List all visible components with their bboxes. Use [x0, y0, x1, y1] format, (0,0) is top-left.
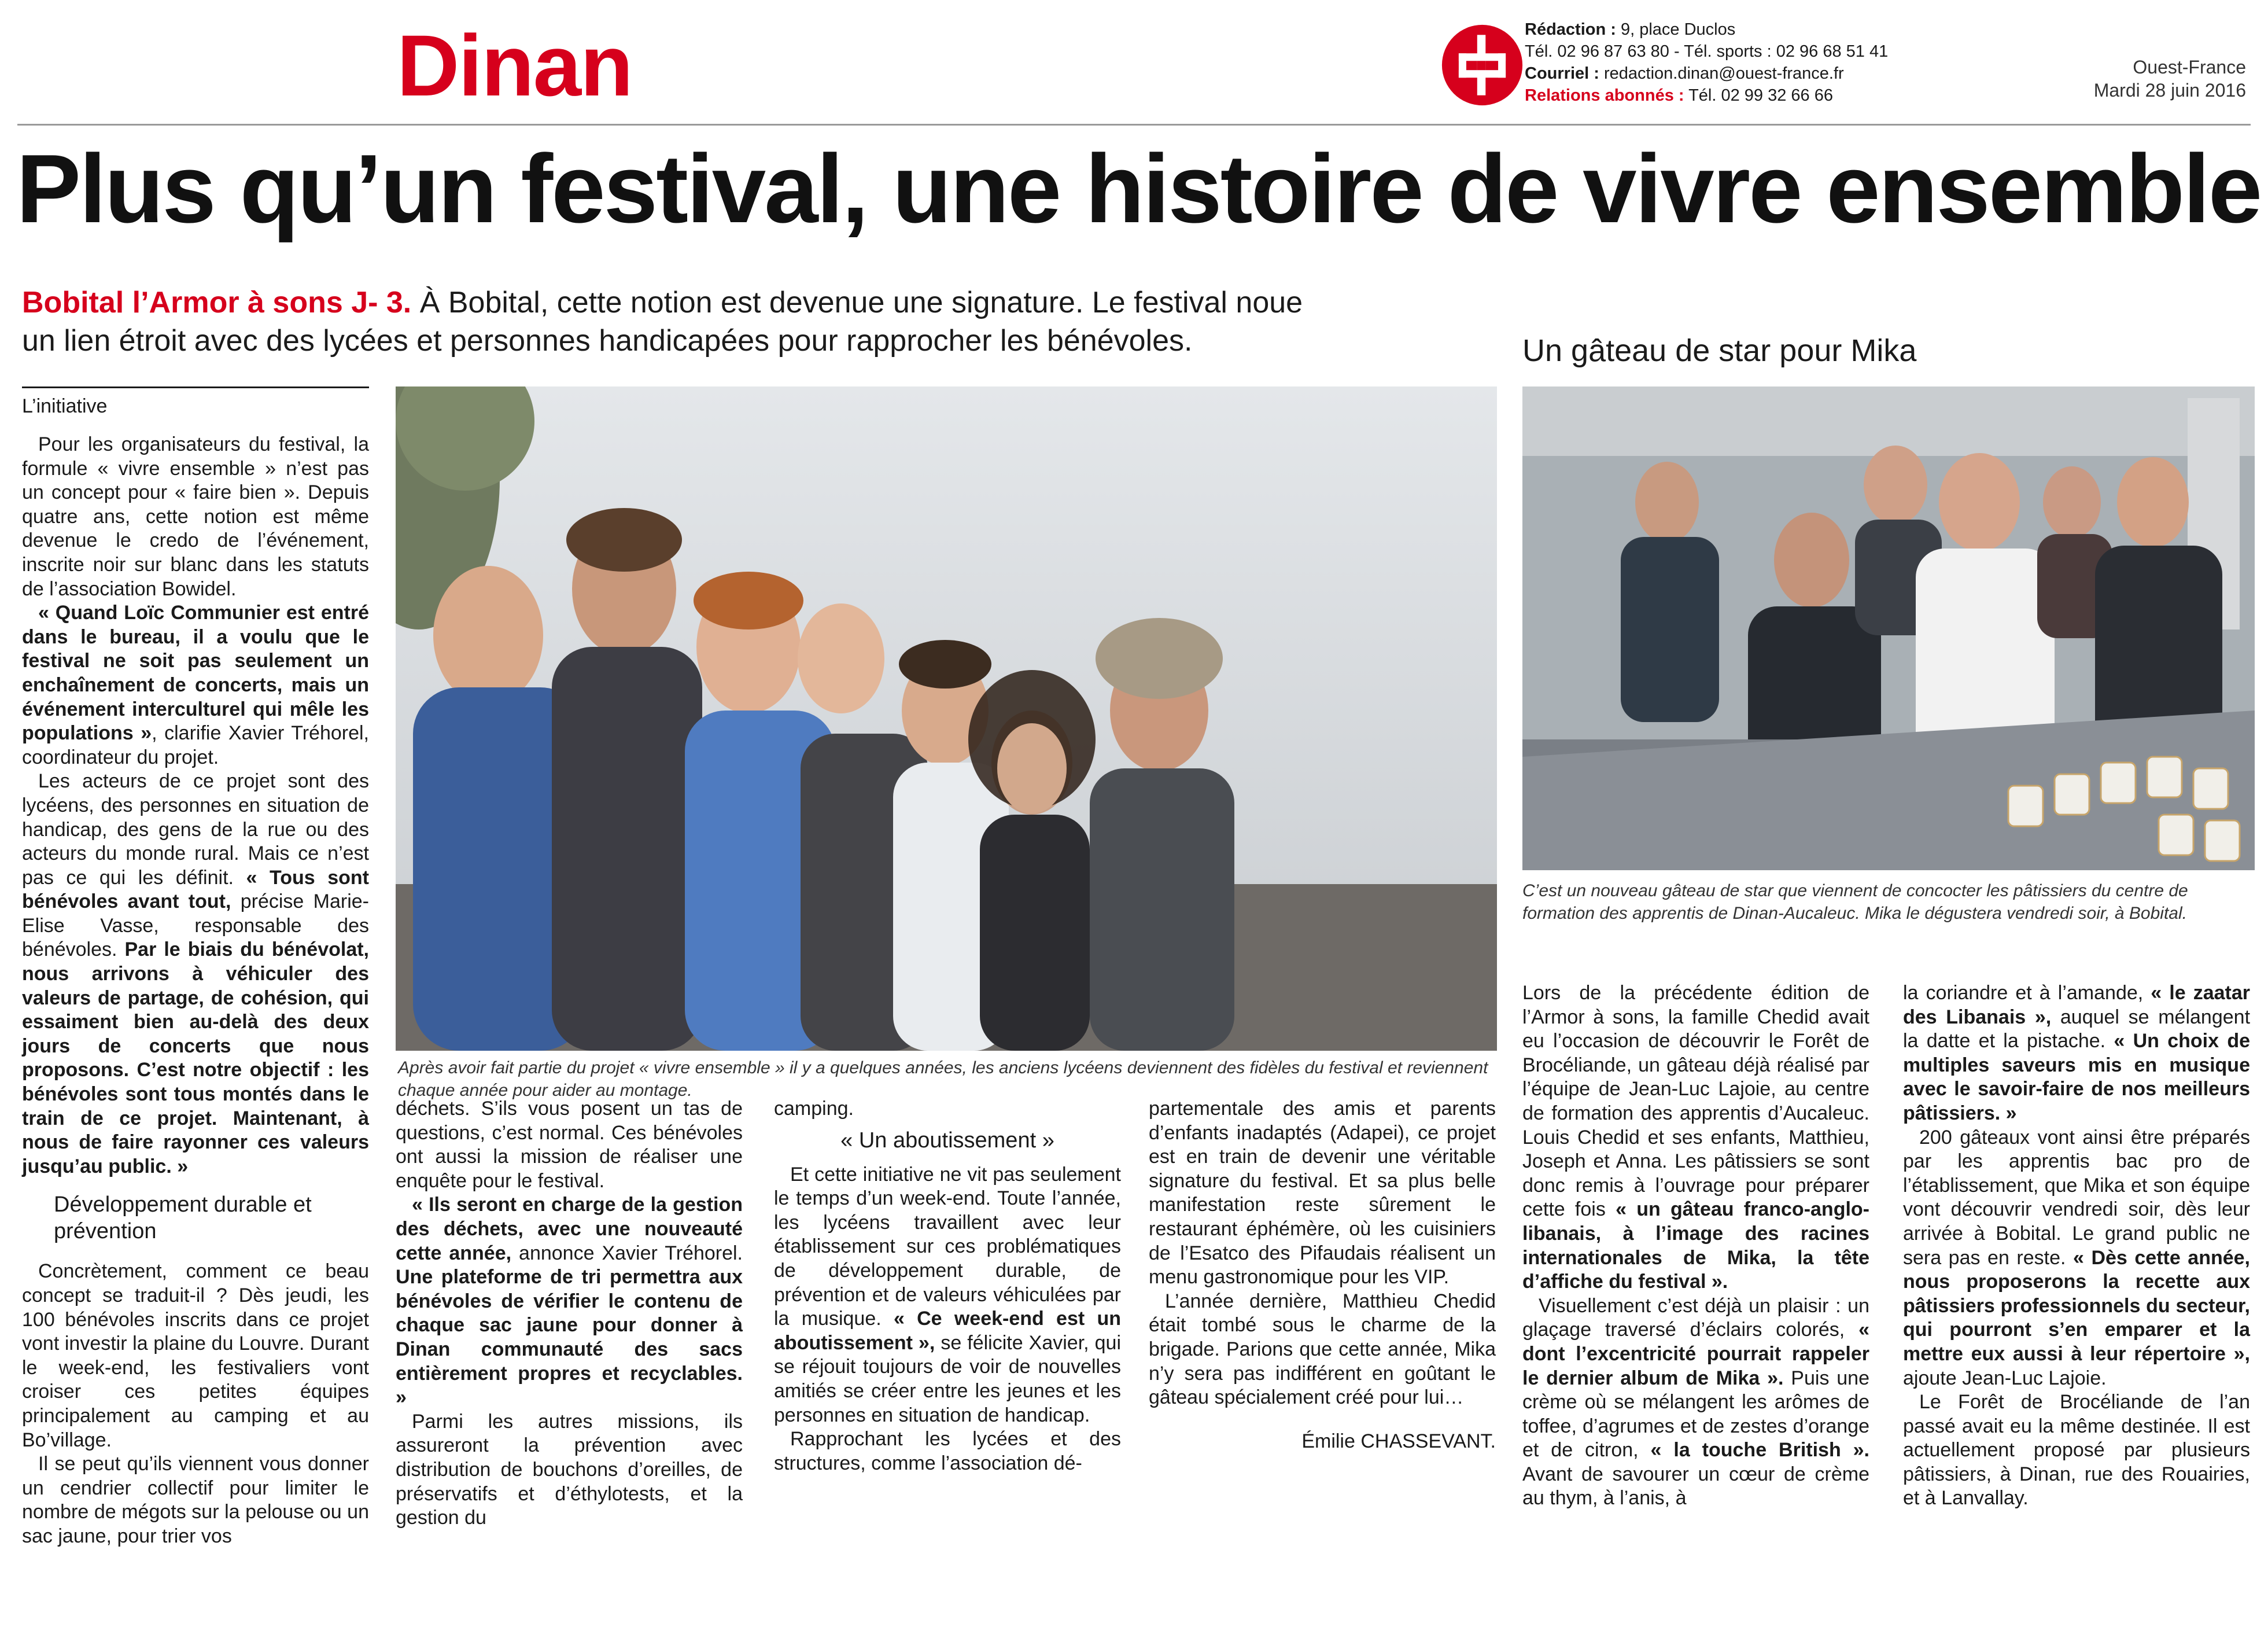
contact-redaction: Rédaction : 9, place Duclos [1525, 20, 1736, 39]
standfirst-kicker: Bobital l’Armor à sons J- 3. [22, 286, 412, 319]
article-column-2 [396, 1097, 743, 1530]
newspaper-name: Ouest-France [2133, 57, 2246, 78]
photo-illustration [396, 386, 1497, 1051]
group-photo-caption: Après avoir fait partie du projet « vivre ensemble » il y a quelques années, les anciens lycéens deviennent des fidèles du festival et reviennent chaque année pour aider au montage. [398, 1058, 1488, 1100]
article-column-1 [22, 433, 369, 1549]
sidebar-title: Un gâteau de star pour Mika [1522, 333, 1917, 368]
section-title: Dinan [397, 17, 632, 114]
standfirst [22, 284, 1329, 360]
paragraph: Lors de la précédente édition de l’Armor à sons, la famille Chedid avait eu l’occasion de découvrir le Forêt de Brocéliande, un gâteau déjà réalisé par l’équipe de Jean-Luc Lajoie, au centre de formation des apprentis d’Aucaleuc. Louis Chedid et ses enfants, Matthieu, Joseph et Anna. Les pâtissiers se sont donc remis à l’ouvrage pour préparer cette fois « un gâteau franco-anglo-libanais, à l’image des racines internationales de Mika, la tête d’affiche du festival ». [1522, 982, 1869, 1293]
standfirst-text: À Bobital, cette notion est devenue une signature. Le festival noue un lien étroit avec des lycées et personnes handicapées pour rapprocher les bénévoles. [22, 286, 1303, 358]
ouest-france-logo [1440, 23, 1524, 107]
volunteers-group-photo [396, 386, 1497, 1051]
contact-block [1525, 19, 1888, 106]
publication-info [2094, 56, 2246, 102]
subhead-developpement: Développement durable et prévention [54, 1192, 312, 1244]
paragraph: 200 gâteaux vont ainsi être préparés par les apprentis bac pro de l’établissement, que Mika et son équipe vont découvrir vendredi soir, dès leur arrivée à Bobital. Le grand public ne sera pas en reste. « Dès cette année, nous proposerons la recette aux pâtissiers professionnels du secteur, qui pourront s’en emparer et la mettre eux aussi à leur répertoire », ajoute Jean-Luc Lajoie. [1903, 1126, 2250, 1389]
header-divider [17, 124, 2251, 126]
article-column-4 [1149, 1097, 1496, 1453]
paragraph: Le Forêt de Brocéliande de l’an passé avait eu la même destinée. Il est actuellement proposé par plusieurs pâtissiers, à Dinan, rue des Rouairies, et à Lanvallay. [1903, 1391, 2250, 1510]
paragraph: Concrètement, comment ce beau concept se traduit-il ? Dès jeudi, les 100 bénévoles inscrits dans ce projet vont investir la plaine du Louvre. Durant le week-end, les festivaliers vont croiser ces petites équipes principalement au camping et au Bo’village. [22, 1260, 369, 1451]
paragraph: partementale des amis et parents d’enfants inadaptés (Adapei), ce projet est en train de devenir une véritable signature du festival. Et sa plus belle manifestation reste sûrement le restaurant éphémère, où les cuisiniers de l’Esatco des Pifaudais réalisent un menu gastronomique pour les VIP. [1149, 1098, 1496, 1289]
author-signature: Émilie CHASSEVANT. [1301, 1430, 1496, 1452]
headline: Plus qu’un festival, une histoire de vivre ensemble [16, 134, 2261, 243]
paragraph: L’année dernière, Matthieu Chedid était tombé sous le charme de la brigade. Parions que cette année, Mika n’y sera pas indifférent en goûtant le gâteau spécialement créé pour lui… [1149, 1290, 1496, 1409]
paragraph: « Ils seront en charge de la gestion des déchets, avec une nouveauté cette année, annonce Xavier Tréhorel. Une plateforme de tri permettra aux bénévoles de vérifier le contenu de chaque sac jaune pour donner à Dinan communauté des sacs entièrement propres et recyclables. » [396, 1194, 743, 1409]
subhead-aboutissement: « Un aboutissement » [840, 1128, 1054, 1153]
paragraph: Les acteurs de ce projet sont des lycéens, des personnes en situation de handicap, des gens de la rue ou des acteurs du monde rural. Mais ce n’est pas ce qui les définit. « Tous sont bénévoles avant tout, précise Marie-Elise Vasse, responsable des bénévoles. Par le biais du bénévolat, nous arrivons à véhiculer des valeurs de partage, de cohésion, qui essaiment bien au-delà des deux jours de concerts que nous proposons. C’est notre objectif : les bénévoles sont tous montés dans le train de ce projet. Maintenant, à nous de faire rayonner ces valeurs jusqu’au public. » [22, 770, 369, 1177]
sidebar-column-1 [1522, 981, 1869, 1511]
paragraph: la coriandre et à l’amande, « le zaatar des Libanais », auquel se mélangent la datte et la pistache. « Un choix de multiples saveurs mis en musique avec le savoir-faire de nos meilleurs pâtissiers. » [1903, 982, 2251, 1124]
paragraph: « Quand Loïc Communier est entré dans le bureau, il a voulu que le festival ne soit pas seulement un enchaînement de concerts, mais un événement interculturel qui mêle les populations », clarifie Xavier Tréhorel, coordinateur du projet. [22, 602, 369, 768]
paragraph: Pour les organisateurs du festival, la formule « vivre ensemble » n’est pas un concept pour « faire bien ». Depuis quatre ans, cette notion est même devenue le credo de l’événement, inscrite noir sur blanc dans les statuts de l’association Bowidel. [22, 433, 369, 600]
sidebar-column-2 [1903, 981, 2250, 1511]
paragraph: Parmi les autres missions, ils assureront la prévention avec distribution de bouchons d’oreilles, de préservatifs et d’éthylotests, et la gestion du [396, 1410, 743, 1529]
pastry-photo-caption: C’est un nouveau gâteau de star que viennent de concocter les pâtissiers du centre de formation des apprentis de Dinan-Aucaleuc. Mika le dégustera vendredi soir, à Bobital. [1522, 881, 2188, 923]
paragraph: Visuellement c’est déjà un plaisir : un glaçage traversé d’éclairs colorés, « dont l’excentricité pourrait rappeler le dernier album de Mika ». Puis une crème où se mélangent les arômes de toffee, d’agrumes et de zestes d’orange et de citron, « la touche British ». Avant de savourer un cœur de crème au thym, à l’anis, à [1522, 1294, 1869, 1510]
paragraph: déchets. S’ils vous posent un tas de questions, c’est normal. Ces bénévoles ont aussi la mission de réaliser une enquête pour le festival. [396, 1098, 743, 1192]
publication-date: Mardi 28 juin 2016 [2093, 80, 2246, 101]
paragraph: Et cette initiative ne vit pas seulement le temps d’un week-end. Toute l’année, les lycéens travaillent avec leur établissement sur ces problématiques de développement durable, de prévention et de valeurs véhiculées par la musique. « Ce week-end est un aboutissement », se félicite Xavier, qui se réjouit toujours de voir de nouvelles amitiés se créer entre les jeunes et les personnes en situation de handicap. [774, 1163, 1121, 1426]
contact-email: Courriel : redaction.dinan@ouest-france.fr [1525, 64, 1844, 83]
article-column-3 [774, 1097, 1121, 1475]
pastry-chefs-photo [1522, 386, 2255, 870]
paragraph: camping. [774, 1098, 854, 1120]
rubric-label: L’initiative [22, 386, 369, 418]
paragraph: Il se peut qu’ils viennent vous donner un cendrier collectif pour limiter le nombre de mégots sur la pelouse ou un sac jaune, pour trier vos [22, 1453, 369, 1547]
contact-subscribers: Relations abonnés : Tél. 02 99 32 66 66 [1525, 86, 1833, 105]
paragraph: Rapprochant les lycées et des structures, comme l’association dé- [774, 1428, 1121, 1474]
contact-phone: Tél. 02 96 87 63 80 - Tél. sports : 02 96 68 51 41 [1525, 42, 1889, 61]
photo-illustration [1522, 386, 2255, 870]
